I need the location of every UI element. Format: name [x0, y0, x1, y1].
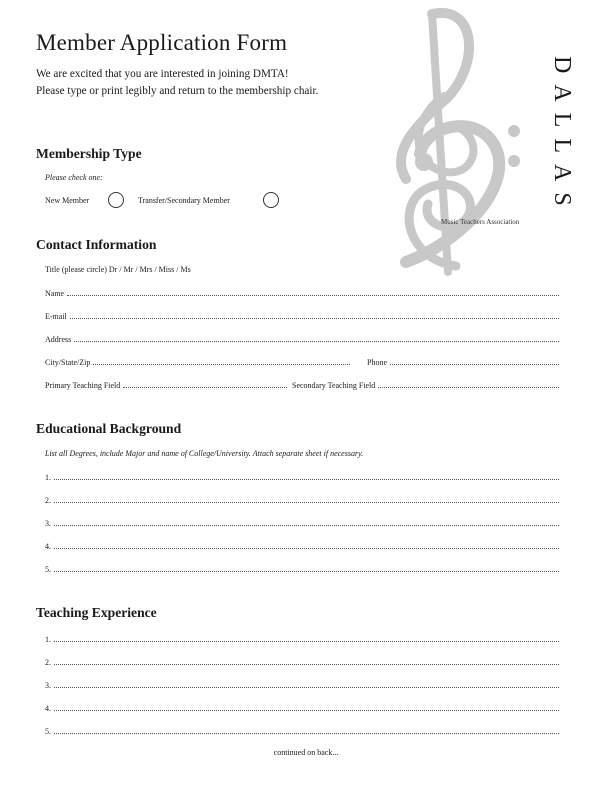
teaching-row[interactable] — [45, 701, 559, 713]
section-membership-heading: Membership Type — [36, 146, 142, 161]
secondary-teaching-field[interactable] — [292, 378, 559, 390]
page-title: Member Application Form — [36, 30, 288, 55]
education-row-number: 1. — [45, 473, 51, 482]
education-row-number: 3. — [45, 519, 51, 528]
address-label: Address — [45, 335, 72, 344]
education-row-number: 2. — [45, 496, 51, 505]
membership-hint: Please check one: — [45, 173, 103, 182]
option-transfer-label: Transfer/Secondary Member — [138, 196, 230, 205]
phone-label: Phone — [367, 358, 387, 367]
education-row-number: 4. — [45, 542, 51, 551]
section-education-heading: Educational Background — [36, 421, 182, 436]
section-teaching-heading: Teaching Experience — [36, 605, 157, 620]
education-row[interactable] — [45, 516, 559, 528]
teaching-row[interactable] — [45, 724, 559, 736]
phone-field[interactable] — [367, 355, 559, 367]
teaching-row-number: 4. — [45, 704, 51, 713]
education-row[interactable] — [45, 539, 559, 551]
address-field[interactable] — [45, 332, 559, 344]
section-contact-heading: Contact Information — [36, 237, 157, 252]
intro-line-1: We are excited that you are interested in joining DMTA! — [36, 68, 289, 80]
treble-bass-clef-icon — [386, 4, 526, 276]
teaching-row-number: 2. — [45, 658, 51, 667]
email-field[interactable] — [45, 309, 559, 321]
logo-subtitle: Music Teachers Association — [441, 218, 520, 226]
new-member-radio[interactable] — [108, 192, 124, 208]
education-row[interactable] — [45, 562, 559, 574]
name-label: Name — [45, 289, 65, 298]
education-row-number: 5. — [45, 565, 51, 574]
education-row[interactable] — [45, 470, 559, 482]
intro-line-2: Please type or print legibly and return to the membership chair. — [36, 85, 319, 97]
title-circle-line[interactable]: Title (please circle) Dr / Mr / Mrs / Miss / Ms — [45, 265, 191, 274]
city-state-zip-field[interactable] — [45, 355, 350, 367]
option-new-member-label: New Member — [45, 196, 90, 205]
primary-teaching-label: Primary Teaching Field — [45, 381, 121, 390]
education-hint: List all Degrees, include Major and name of College/University. Attach separate sheet if necessary. — [45, 449, 364, 458]
continued-note: continued on back... — [273, 748, 339, 757]
name-field[interactable] — [45, 286, 559, 298]
teaching-row[interactable] — [45, 655, 559, 667]
education-row[interactable] — [45, 493, 559, 505]
teaching-row-number: 3. — [45, 681, 51, 690]
transfer-member-radio[interactable] — [263, 192, 279, 208]
primary-teaching-field[interactable] — [45, 378, 287, 390]
teaching-row[interactable] — [45, 678, 559, 690]
teaching-row-number: 5. — [45, 727, 51, 736]
teaching-row[interactable] — [45, 632, 559, 644]
teaching-row-number: 1. — [45, 635, 51, 644]
logo-wordmark: DALLAS — [549, 56, 575, 217]
email-label: E-mail — [45, 312, 67, 321]
city-state-zip-label: City/State/Zip — [45, 358, 91, 367]
secondary-teaching-label: Secondary Teaching Field — [292, 381, 376, 390]
